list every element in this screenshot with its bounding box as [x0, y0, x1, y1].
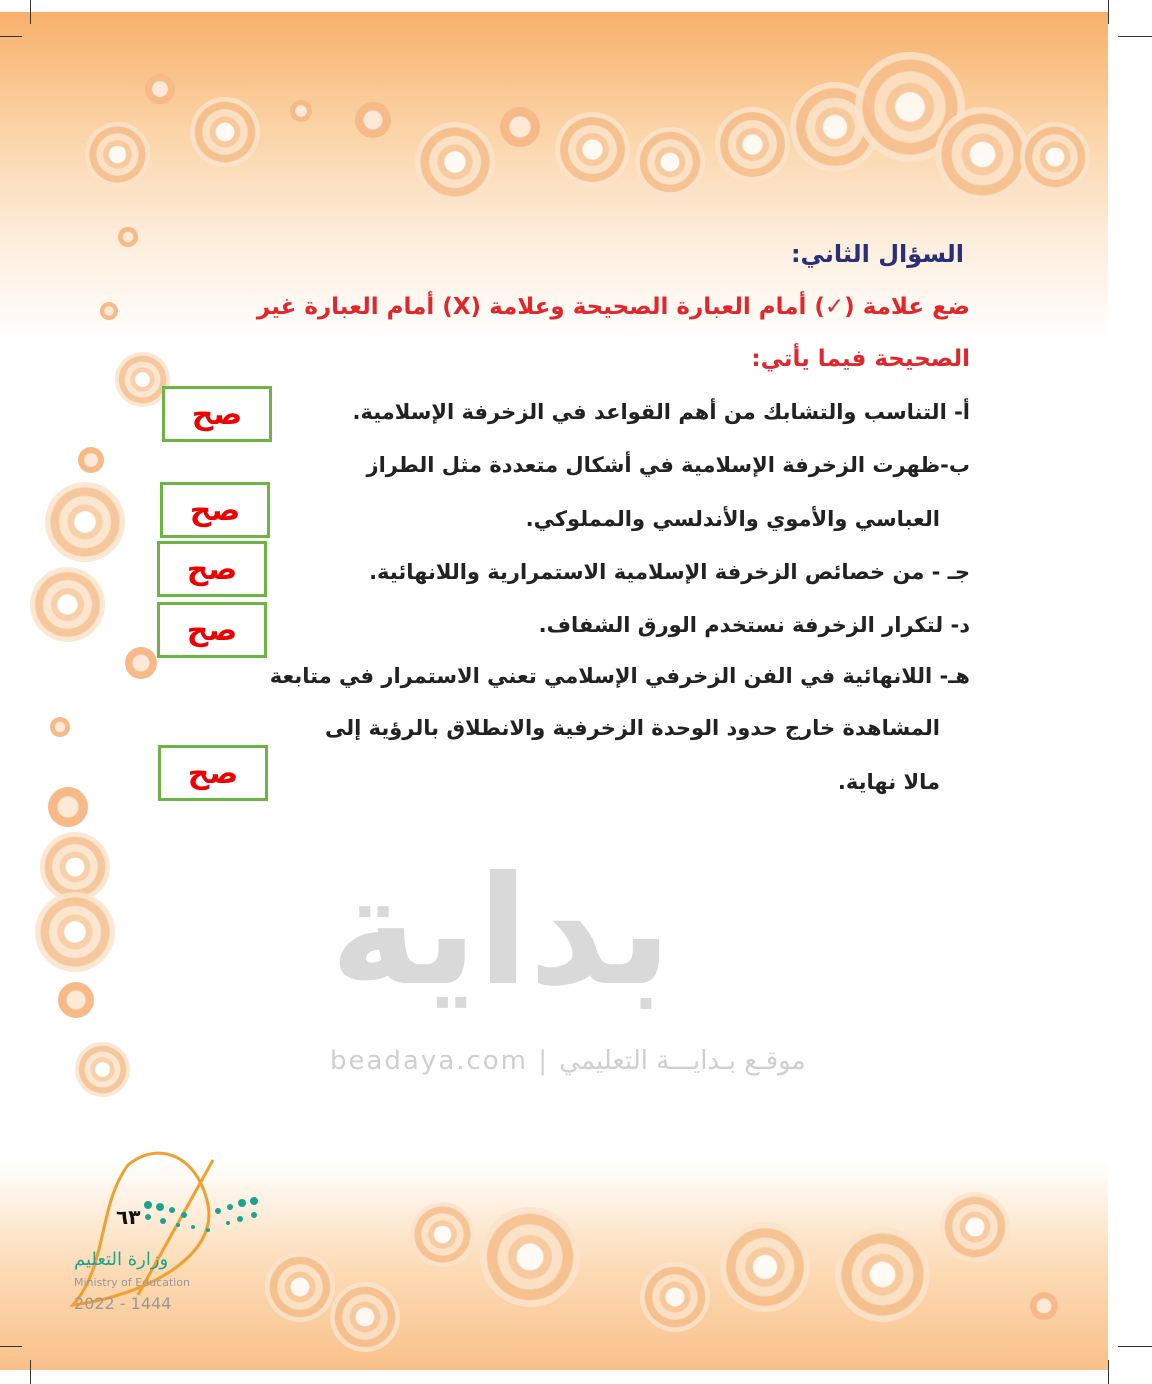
item-b-line1: ب-ظهرت الزخرفة الإسلامية في أشكال متعددة مثل الطراز [366, 453, 970, 477]
question-title: السؤال الثاني: [790, 240, 964, 268]
item-b-line2: العباسي والأموي والأندلسي والمملوكي. [525, 507, 940, 531]
flower-ornament [85, 122, 150, 187]
watermark-site: beadaya.com | موقـع بـدايـــة التعليمي [330, 1046, 806, 1076]
dot-ornament [125, 647, 157, 679]
flower-ornament [75, 1042, 130, 1097]
dot-ornament [355, 102, 391, 138]
flower-ornament [940, 1192, 1010, 1262]
instruction-line-2: الصحيحة فيما يأتي: [751, 346, 970, 372]
crop-mark [30, 1360, 31, 1384]
page-number: ٦٣ [116, 1205, 141, 1229]
crop-mark [1118, 1346, 1152, 1347]
ministry-name-en: Ministry of Education [74, 1276, 191, 1289]
watermark-logo: بداية [330, 845, 672, 1019]
dot-ornament [58, 982, 94, 1018]
item-c: جـ - من خصائص الزخرفة الإسلامية الاستمرارية واللانهائية. [369, 560, 970, 584]
answer-box-a[interactable]: صح [162, 386, 272, 442]
dot-ornament [145, 74, 175, 104]
dot-ornament [50, 717, 70, 737]
dot-ornament [48, 787, 88, 827]
item-d: د- لتكرار الزخرفة نستخدم الورق الشفاف. [538, 613, 970, 637]
dot-ornament [290, 100, 312, 122]
flower-ornament [415, 122, 495, 202]
flower-ornament [480, 1207, 580, 1307]
dot-ornament [78, 447, 104, 473]
dot-ornament [500, 107, 540, 147]
flower-ornament [640, 1262, 710, 1332]
flower-ornament [935, 107, 1030, 202]
flower-ornament [190, 97, 260, 167]
crop-mark [0, 1346, 22, 1347]
flower-ornament [410, 1202, 475, 1267]
item-a: أ- التناسب والتشابك من أهم القواعد في الزخرفة الإسلامية. [352, 400, 970, 424]
ministry-logo [68, 1145, 268, 1315]
flower-ornament [1020, 122, 1090, 192]
crop-mark [1108, 0, 1109, 24]
item-e-line2: المشاهدة خارج حدود الوحدة الزخرفية والانطلاق بالرؤية إلى [324, 716, 940, 740]
item-e-line3: مالا نهاية. [837, 770, 940, 794]
crop-mark [0, 36, 22, 37]
flower-ornament [45, 482, 125, 562]
crop-mark [1108, 1360, 1109, 1384]
edition-year: 2022 - 1444 [74, 1294, 172, 1313]
instruction-line-1: ضع علامة (✓) أمام العبارة الصحيحة وعلامة (X) أمام العبارة غير [256, 294, 970, 320]
answer-box-e[interactable]: صح [158, 745, 268, 801]
flower-ornament [30, 567, 105, 642]
ministry-name-ar: وزارة التعليم [74, 1249, 169, 1270]
flower-ornament [555, 112, 630, 187]
flower-ornament [835, 1227, 930, 1322]
flower-ornament [635, 127, 705, 197]
flower-ornament [330, 1282, 400, 1352]
flower-ornament [35, 892, 115, 972]
item-e-line1: هـ- اللانهائية في الفن الزخرفي الإسلامي تعني الاستمرار في متابعة [269, 664, 970, 688]
flower-ornament [265, 1252, 335, 1322]
answer-box-d[interactable]: صح [157, 602, 267, 658]
dot-ornament [100, 302, 118, 320]
leaf-emblem-icon [68, 1145, 268, 1315]
crop-mark [1118, 36, 1152, 37]
dot-ornament [1030, 1292, 1058, 1320]
answer-box-b[interactable]: صح [160, 482, 270, 538]
dot-ornament [118, 227, 138, 247]
flower-ornament [715, 107, 790, 182]
answer-box-c[interactable]: صح [157, 541, 267, 597]
flower-ornament [720, 1222, 810, 1312]
crop-mark [30, 0, 31, 24]
